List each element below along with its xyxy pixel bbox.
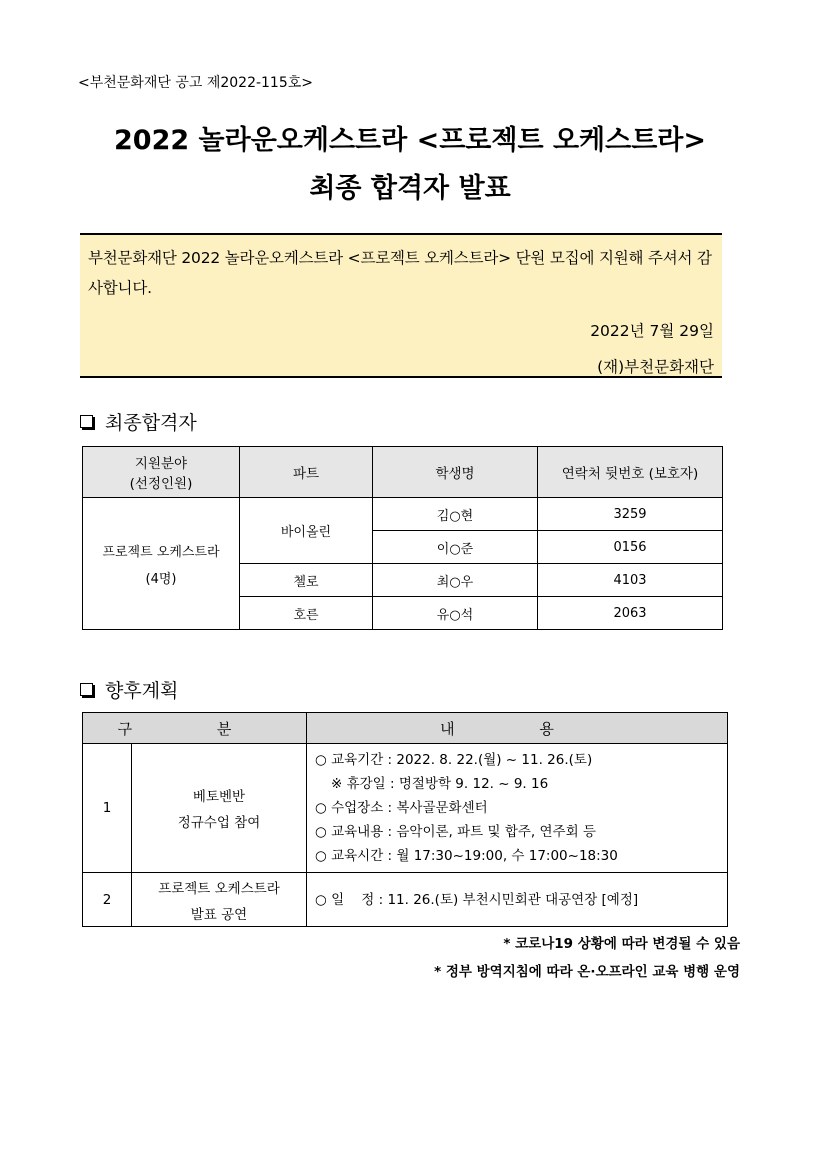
header-part: 파트 (240, 447, 373, 498)
student-name: 최○우 (373, 564, 538, 597)
part-cell: 첼로 (240, 564, 373, 597)
checkbox-square-icon (80, 683, 93, 696)
part-cell: 바이올린 (240, 498, 373, 564)
notice-number: <부천문화재단 공고 제2022-115호> (78, 75, 314, 91)
table-header-row (83, 713, 728, 744)
contact-number: 3259 (538, 498, 723, 531)
student-name: 유○석 (373, 597, 538, 630)
checkbox-square-icon (80, 415, 93, 428)
detail-line: ○ 교육기간 : 2022. 8. 22.(월) ~ 11. 26.(토) (315, 752, 593, 768)
program-details (307, 744, 728, 873)
finalists-table (82, 446, 723, 630)
detail-line: ○ 수업장소 : 복사골문화센터 (315, 800, 488, 816)
contact-number: 4103 (538, 564, 723, 597)
page-title: 2022 놀라운오케스트라 <프로젝트 오케스트라> (114, 125, 706, 156)
header-field: 지원분야 (선정인원) (83, 447, 240, 498)
intro-box (80, 233, 722, 378)
footnote: * 코로나19 상황에 따라 변경될 수 있음 (503, 936, 740, 952)
section-heading-finalists: 최종합격자 (80, 408, 197, 435)
table-row (83, 873, 728, 927)
table-row (83, 744, 728, 873)
detail-line: ○ 일 정 : 11. 26.(토) 부천시민회관 대공연장 [예정] (315, 891, 639, 908)
table-header-row (83, 447, 723, 498)
field-cell: 프로젝트 오케스트라 (4명) (83, 498, 240, 630)
announce-date: 2022년 7월 29일 (590, 322, 714, 340)
program-title: 프로젝트 오케스트라 발표 공연 (132, 873, 307, 927)
section-heading-plan: 향후계획 (80, 676, 178, 703)
header-content: 내 용 (307, 713, 728, 744)
student-name: 이○준 (373, 531, 538, 564)
detail-line: ○ 교육시간 : 월 17:30~19:00, 수 17:00~18:30 (315, 848, 618, 864)
header-contact: 연락처 뒷번호 (보호자) (538, 447, 723, 498)
part-cell: 호른 (240, 597, 373, 630)
organization-name: (재)부천문화재단 (597, 358, 714, 376)
detail-line: ※ 휴강일 : 명절방학 9. 12. ~ 9. 16 (331, 776, 549, 792)
header-student: 학생명 (373, 447, 538, 498)
program-details (307, 873, 728, 927)
program-title: 베토벤반 정규수업 참여 (132, 744, 307, 873)
student-name: 김○현 (373, 498, 538, 531)
contact-number: 0156 (538, 531, 723, 564)
contact-number: 2063 (538, 597, 723, 630)
intro-message: 부천문화재단 2022 놀라운오케스트라 <프로젝트 오케스트라> 단원 모집에 지원해 주셔서 감사합니다. (88, 249, 712, 297)
plan-table (82, 712, 728, 927)
header-category: 구 분 (83, 713, 307, 744)
page-subtitle: 최종 합격자 발표 (309, 173, 511, 204)
row-number: 1 (83, 744, 132, 873)
footnote: * 정부 방역지침에 따라 온·오프라인 교육 병행 운영 (434, 964, 740, 980)
row-number: 2 (83, 873, 132, 927)
detail-line: ○ 교육내용 : 음악이론, 파트 및 합주, 연주회 등 (315, 824, 596, 840)
table-row (83, 498, 723, 531)
